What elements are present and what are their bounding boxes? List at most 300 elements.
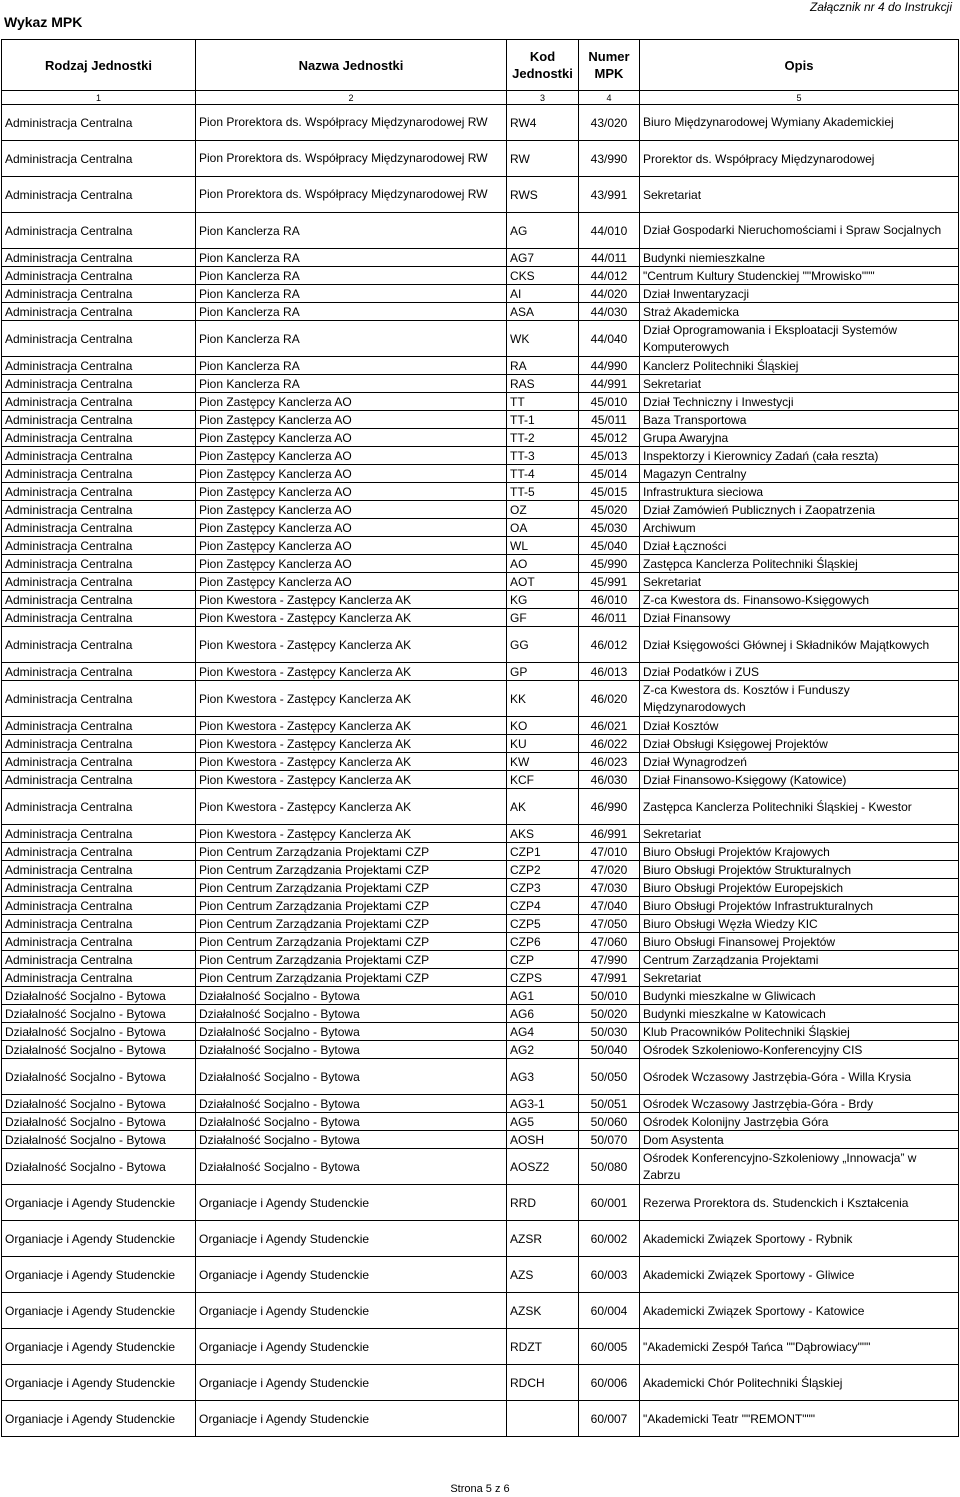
kod-cell: RDZT [507,1329,579,1365]
nazwa-cell: Pion Kwestora - Zastępcy Kanclerza AK [196,609,507,627]
mpk-cell: 60/004 [579,1293,640,1329]
mpk-cell: 45/015 [579,483,640,501]
table-row [2,429,959,447]
opis-cell: Kanclerz Politechniki Śląskiej [640,357,959,375]
table-row [2,1023,959,1041]
kod-cell: AZS [507,1257,579,1293]
kod-cell: TT-5 [507,483,579,501]
mpk-cell: 46/010 [579,591,640,609]
opis-cell: Dział Zamówień Publicznych i Zaopatrzenia [640,501,959,519]
table-row [2,285,959,303]
kod-cell: RDCH [507,1365,579,1401]
kod-cell: AG5 [507,1113,579,1131]
rodzaj-cell: Administracja Centralna [2,627,196,663]
kod-cell: CKS [507,267,579,285]
opis-cell: Dział Finansowo-Księgowy (Katowice) [640,771,959,789]
table-row [2,519,959,537]
opis-cell: Klub Pracowników Politechniki Śląskiej [640,1023,959,1041]
mpk-cell: 44/010 [579,213,640,249]
mpk-cell: 47/020 [579,861,640,879]
kod-cell: AG3-1 [507,1095,579,1113]
nazwa-cell: Pion Centrum Zarządzania Projektami CZP [196,897,507,915]
table-row [2,717,959,735]
kod-cell: AOSH [507,1131,579,1149]
kod-cell: KO [507,717,579,735]
rodzaj-cell: Administracja Centralna [2,825,196,843]
mpk-cell: 47/050 [579,915,640,933]
kod-cell: AZSK [507,1293,579,1329]
nazwa-cell: Pion Centrum Zarządzania Projektami CZP [196,951,507,969]
mpk-cell: 45/014 [579,465,640,483]
mpk-cell: 47/060 [579,933,640,951]
rodzaj-cell: Administracja Centralna [2,357,196,375]
opis-cell: Biuro Obsługi Finansowej Projektów [640,933,959,951]
opis-cell: Biuro Obsługi Projektów Europejskich [640,879,959,897]
nazwa-cell: Działalność Socjalno - Bytowa [196,1023,507,1041]
opis-cell: Rezerwa Prorektora ds. Studenckich i Kształcenia [640,1185,959,1221]
table-row [2,555,959,573]
mpk-cell: 60/006 [579,1365,640,1401]
rodzaj-cell: Administracja Centralna [2,915,196,933]
kod-cell: AKS [507,825,579,843]
opis-cell: Biuro Obsługi Projektów Infrastrukturalnych [640,897,959,915]
rodzaj-cell: Działalność Socjalno - Bytowa [2,1149,196,1185]
opis-cell: Straż Akademicka [640,303,959,321]
mpk-cell: 60/003 [579,1257,640,1293]
mpk-cell: 46/990 [579,789,640,825]
nazwa-cell: Pion Zastępcy Kanclerza AO [196,537,507,555]
opis-cell: Dział Księgowości Głównej i Składników Majątkowych [640,627,959,663]
kod-cell: KCF [507,771,579,789]
mpk-cell: 44/030 [579,303,640,321]
nazwa-cell: Organiacje i Agendy Studenckie [196,1329,507,1365]
kod-cell: AI [507,285,579,303]
table-row [2,249,959,267]
mpk-cell: 50/060 [579,1113,640,1131]
opis-cell: Centrum Zarządzania Projektami [640,951,959,969]
table-row [2,1059,959,1095]
kod-cell: GP [507,663,579,681]
mpk-cell: 60/005 [579,1329,640,1365]
opis-cell: Dział Gospodarki Nieruchomościami i Spraw Socjalnych [640,213,959,249]
mpk-cell: 47/991 [579,969,640,987]
table-row [2,627,959,663]
mpk-cell: 46/012 [579,627,640,663]
kod-cell: KK [507,681,579,717]
rodzaj-cell: Administracja Centralna [2,537,196,555]
rodzaj-cell: Organiacje i Agendy Studenckie [2,1185,196,1221]
table-row [2,1293,959,1329]
kod-cell: CZP5 [507,915,579,933]
kod-cell: ASA [507,303,579,321]
mpk-cell: 50/020 [579,1005,640,1023]
opis-cell: Sekretariat [640,573,959,591]
column-number: 4 [579,91,640,105]
attachment-note: Załącznik nr 4 do Instrukcji [809,0,952,14]
table-row [2,537,959,555]
opis-cell: Ośrodek Szkoleniowo-Konferencyjny CIS [640,1041,959,1059]
rodzaj-cell: Administracja Centralna [2,213,196,249]
rodzaj-cell: Administracja Centralna [2,501,196,519]
opis-cell: Budynki mieszkalne w Katowicach [640,1005,959,1023]
nazwa-cell: Pion Zastępcy Kanclerza AO [196,411,507,429]
rodzaj-cell: Administracja Centralna [2,375,196,393]
nazwa-cell: Pion Kwestora - Zastępcy Kanclerza AK [196,789,507,825]
mpk-cell: 46/991 [579,825,640,843]
opis-cell: Akademicki Związek Sportowy - Katowice [640,1293,959,1329]
mpk-cell: 45/020 [579,501,640,519]
table-row [2,501,959,519]
mpk-cell: 44/040 [579,321,640,357]
table-row [2,465,959,483]
column-number: 5 [640,91,959,105]
rodzaj-cell: Administracja Centralna [2,465,196,483]
table-row [2,357,959,375]
mpk-cell: 46/020 [579,681,640,717]
opis-cell: Zastępca Kanclerza Politechniki Śląskiej [640,555,959,573]
rodzaj-cell: Organiacje i Agendy Studenckie [2,1257,196,1293]
nazwa-cell: Pion Kwestora - Zastępcy Kanclerza AK [196,717,507,735]
kod-cell: OA [507,519,579,537]
table-row [2,969,959,987]
opis-cell: Akademicki Związek Sportowy - Gliwice [640,1257,959,1293]
kod-cell: CZPS [507,969,579,987]
table-row [2,1149,959,1185]
kod-cell: AOT [507,573,579,591]
rodzaj-cell: Organiacje i Agendy Studenckie [2,1365,196,1401]
kod-cell: RRD [507,1185,579,1221]
opis-cell: Dział Inwentaryzacji [640,285,959,303]
header-rodzaj: Rodzaj Jednostki [2,40,196,91]
table-row [2,591,959,609]
mpk-cell: 46/011 [579,609,640,627]
mpk-cell: 44/020 [579,285,640,303]
nazwa-cell: Działalność Socjalno - Bytowa [196,1041,507,1059]
mpk-cell: 46/013 [579,663,640,681]
mpk-cell: 47/040 [579,897,640,915]
table-row [2,267,959,285]
header-row [2,40,959,91]
nazwa-cell: Pion Centrum Zarządzania Projektami CZP [196,969,507,987]
rodzaj-cell: Administracja Centralna [2,285,196,303]
rodzaj-cell: Administracja Centralna [2,573,196,591]
table-row [2,1113,959,1131]
rodzaj-cell: Administracja Centralna [2,771,196,789]
kod-cell [507,1401,579,1437]
table-row [2,447,959,465]
mpk-cell: 47/990 [579,951,640,969]
rodzaj-cell: Administracja Centralna [2,735,196,753]
mpk-cell: 50/051 [579,1095,640,1113]
nazwa-cell: Organiacje i Agendy Studenckie [196,1401,507,1437]
rodzaj-cell: Administracja Centralna [2,843,196,861]
table-row [2,1365,959,1401]
table-row [2,1185,959,1221]
column-number: 3 [507,91,579,105]
opis-cell: Infrastruktura sieciowa [640,483,959,501]
rodzaj-cell: Administracja Centralna [2,969,196,987]
kod-cell: RAS [507,375,579,393]
nazwa-cell: Pion Kwestora - Zastępcy Kanclerza AK [196,591,507,609]
rodzaj-cell: Administracja Centralna [2,141,196,177]
mpk-cell: 60/001 [579,1185,640,1221]
nazwa-cell: Pion Kanclerza RA [196,267,507,285]
opis-cell: Biuro Obsługi Węzła Wiedzy KIC [640,915,959,933]
rodzaj-cell: Organiacje i Agendy Studenckie [2,1221,196,1257]
kod-cell: TT-4 [507,465,579,483]
opis-cell: Prorektor ds. Współpracy Międzynarodowej [640,141,959,177]
nazwa-cell: Pion Kwestora - Zastępcy Kanclerza AK [196,663,507,681]
header-numer: Numer MPK [579,40,640,91]
kod-cell: WK [507,321,579,357]
table-row [2,375,959,393]
rodzaj-cell: Działalność Socjalno - Bytowa [2,1005,196,1023]
nazwa-cell: Pion Prorektora ds. Współpracy Międzynarodowej RW [196,141,507,177]
kod-cell: RW [507,141,579,177]
opis-cell: "Akademicki Zespół Tańca ""Dąbrowiacy""" [640,1329,959,1365]
kod-cell: CZP3 [507,879,579,897]
opis-cell: Dom Asystenta [640,1131,959,1149]
table-row [2,321,959,357]
mpk-cell: 45/013 [579,447,640,465]
nazwa-cell: Pion Kanclerza RA [196,375,507,393]
opis-cell: Dział Łączności [640,537,959,555]
nazwa-cell: Działalność Socjalno - Bytowa [196,987,507,1005]
opis-cell: Akademicki Chór Politechniki Śląskiej [640,1365,959,1401]
kod-cell: KU [507,735,579,753]
rodzaj-cell: Działalność Socjalno - Bytowa [2,1095,196,1113]
kod-cell: TT-1 [507,411,579,429]
rodzaj-cell: Działalność Socjalno - Bytowa [2,987,196,1005]
rodzaj-cell: Administracja Centralna [2,897,196,915]
mpk-cell: 50/050 [579,1059,640,1095]
table-row [2,825,959,843]
table-row [2,411,959,429]
kod-cell: GG [507,627,579,663]
opis-cell: Dział Oprogramowania i Eksploatacji Systemów Komputerowych [640,321,959,357]
table-row [2,1041,959,1059]
nazwa-cell: Działalność Socjalno - Bytowa [196,1095,507,1113]
rodzaj-cell: Administracja Centralna [2,321,196,357]
table-row [2,1221,959,1257]
kod-cell: GF [507,609,579,627]
rodzaj-cell: Administracja Centralna [2,177,196,213]
table-row [2,951,959,969]
rodzaj-cell: Działalność Socjalno - Bytowa [2,1023,196,1041]
nazwa-cell: Organiacje i Agendy Studenckie [196,1293,507,1329]
opis-cell: Akademicki Związek Sportowy - Rybnik [640,1221,959,1257]
opis-cell: "Centrum Kultury Studenckiej ""Mrowisko""" [640,267,959,285]
opis-cell: Inspektorzy i Kierownicy Zadań (cała reszta) [640,447,959,465]
nazwa-cell: Pion Prorektora ds. Współpracy Międzynarodowej RW [196,105,507,141]
nazwa-cell: Pion Kwestora - Zastępcy Kanclerza AK [196,627,507,663]
nazwa-cell: Pion Zastępcy Kanclerza AO [196,429,507,447]
opis-cell: Sekretariat [640,177,959,213]
kod-cell: AG2 [507,1041,579,1059]
table-row [2,681,959,717]
rodzaj-cell: Administracja Centralna [2,447,196,465]
mpk-cell: 45/040 [579,537,640,555]
rodzaj-cell: Organiacje i Agendy Studenckie [2,1293,196,1329]
mpk-cell: 47/010 [579,843,640,861]
mpk-cell: 50/010 [579,987,640,1005]
nazwa-cell: Działalność Socjalno - Bytowa [196,1149,507,1185]
nazwa-cell: Pion Zastępcy Kanclerza AO [196,465,507,483]
mpk-cell: 50/040 [579,1041,640,1059]
opis-cell: Z-ca Kwestora ds. Kosztów i Funduszy Międzynarodowych [640,681,959,717]
mpk-cell: 43/020 [579,105,640,141]
nazwa-cell: Pion Zastępcy Kanclerza AO [196,501,507,519]
kod-cell: AG [507,213,579,249]
kod-cell: RA [507,357,579,375]
kod-cell: AK [507,789,579,825]
rodzaj-cell: Administracja Centralna [2,789,196,825]
rodzaj-cell: Administracja Centralna [2,879,196,897]
table-row [2,483,959,501]
page-footer: Strona 5 z 6 [450,1483,510,1495]
nazwa-cell: Pion Kanclerza RA [196,285,507,303]
nazwa-cell: Pion Centrum Zarządzania Projektami CZP [196,843,507,861]
opis-cell: Baza Transportowa [640,411,959,429]
table-row [2,915,959,933]
opis-cell: Sekretariat [640,969,959,987]
opis-cell: Dział Obsługi Księgowej Projektów [640,735,959,753]
table-row [2,753,959,771]
table-row [2,879,959,897]
nazwa-cell: Działalność Socjalno - Bytowa [196,1059,507,1095]
rodzaj-cell: Organiacje i Agendy Studenckie [2,1329,196,1365]
nazwa-cell: Organiacje i Agendy Studenckie [196,1221,507,1257]
rodzaj-cell: Administracja Centralna [2,555,196,573]
kod-cell: TT-3 [507,447,579,465]
nazwa-cell: Pion Kwestora - Zastępcy Kanclerza AK [196,825,507,843]
column-number: 2 [196,91,507,105]
kod-cell: AG3 [507,1059,579,1095]
mpk-cell: 60/002 [579,1221,640,1257]
table-row [2,303,959,321]
table-row [2,105,959,141]
rodzaj-cell: Administracja Centralna [2,303,196,321]
kod-cell: CZP4 [507,897,579,915]
nazwa-cell: Działalność Socjalno - Bytowa [196,1131,507,1149]
nazwa-cell: Pion Centrum Zarządzania Projektami CZP [196,861,507,879]
kod-cell: AG6 [507,1005,579,1023]
opis-cell: Ośrodek Wczasowy Jastrzębia-Góra - Willa Krysia [640,1059,959,1095]
opis-cell: Budynki mieszkalne w Gliwicach [640,987,959,1005]
kod-cell: TT [507,393,579,411]
header-opis: Opis [640,40,959,91]
mpk-cell: 43/991 [579,177,640,213]
table-row [2,933,959,951]
nazwa-cell: Pion Kanclerza RA [196,249,507,267]
table-row [2,771,959,789]
kod-cell: AOSZ2 [507,1149,579,1185]
nazwa-cell: Pion Kanclerza RA [196,321,507,357]
mpk-cell: 45/030 [579,519,640,537]
kod-cell: RW4 [507,105,579,141]
kod-cell: AG7 [507,249,579,267]
rodzaj-cell: Administracja Centralna [2,717,196,735]
mpk-cell: 45/991 [579,573,640,591]
opis-cell: Dział Podatków i ZUS [640,663,959,681]
rodzaj-cell: Administracja Centralna [2,933,196,951]
table-row [2,393,959,411]
mpk-cell: 45/012 [579,429,640,447]
rodzaj-cell: Administracja Centralna [2,951,196,969]
rodzaj-cell: Działalność Socjalno - Bytowa [2,1113,196,1131]
rodzaj-cell: Administracja Centralna [2,105,196,141]
table-row [2,987,959,1005]
rodzaj-cell: Administracja Centralna [2,249,196,267]
nazwa-cell: Pion Zastępcy Kanclerza AO [196,393,507,411]
mpk-cell: 44/012 [579,267,640,285]
opis-cell: Biuro Międzynarodowej Wymiany Akademickiej [640,105,959,141]
rodzaj-cell: Administracja Centralna [2,609,196,627]
kod-cell: KG [507,591,579,609]
rodzaj-cell: Działalność Socjalno - Bytowa [2,1059,196,1095]
kod-cell: RWS [507,177,579,213]
rodzaj-cell: Administracja Centralna [2,429,196,447]
mpk-cell: 60/007 [579,1401,640,1437]
nazwa-cell: Pion Kwestora - Zastępcy Kanclerza AK [196,735,507,753]
kod-cell: AO [507,555,579,573]
header-nazwa: Nazwa Jednostki [196,40,507,91]
mpk-cell: 50/030 [579,1023,640,1041]
mpk-cell: 44/991 [579,375,640,393]
table-row [2,861,959,879]
mpk-cell: 44/011 [579,249,640,267]
rodzaj-cell: Administracja Centralna [2,519,196,537]
mpk-cell: 43/990 [579,141,640,177]
nazwa-cell: Pion Kwestora - Zastępcy Kanclerza AK [196,681,507,717]
kod-cell: AG4 [507,1023,579,1041]
rodzaj-cell: Administracja Centralna [2,861,196,879]
mpk-cell: 45/011 [579,411,640,429]
table-row [2,735,959,753]
mpk-cell: 46/030 [579,771,640,789]
table-row [2,789,959,825]
kod-cell: AZSR [507,1221,579,1257]
nazwa-cell: Pion Kwestora - Zastępcy Kanclerza AK [196,753,507,771]
opis-cell: Ośrodek Konferencyjno-Szkoleniowy „Innowacja” w Zabrzu [640,1149,959,1185]
mpk-cell: 50/080 [579,1149,640,1185]
table-body [2,105,959,1437]
opis-cell: Grupa Awaryjna [640,429,959,447]
mpk-cell: 46/021 [579,717,640,735]
table-row [2,1257,959,1293]
table-row [2,1401,959,1437]
nazwa-cell: Pion Centrum Zarządzania Projektami CZP [196,915,507,933]
opis-cell: Dział Techniczny i Inwestycji [640,393,959,411]
mpk-cell: 50/070 [579,1131,640,1149]
header-kod: Kod Jednostki [507,40,579,91]
kod-cell: CZP2 [507,861,579,879]
nazwa-cell: Pion Zastępcy Kanclerza AO [196,483,507,501]
nazwa-cell: Pion Centrum Zarządzania Projektami CZP [196,933,507,951]
table-row [2,141,959,177]
table-row [2,1131,959,1149]
opis-cell: Dział Finansowy [640,609,959,627]
opis-cell: Magazyn Centralny [640,465,959,483]
kod-cell: KW [507,753,579,771]
opis-cell: Dział Kosztów [640,717,959,735]
nazwa-cell: Pion Centrum Zarządzania Projektami CZP [196,879,507,897]
table-row [2,843,959,861]
nazwa-cell: Pion Zastępcy Kanclerza AO [196,555,507,573]
nazwa-cell: Działalność Socjalno - Bytowa [196,1113,507,1131]
opis-cell: Budynki niemieszkalne [640,249,959,267]
opis-cell: Ośrodek Kolonijny Jastrzębia Góra [640,1113,959,1131]
